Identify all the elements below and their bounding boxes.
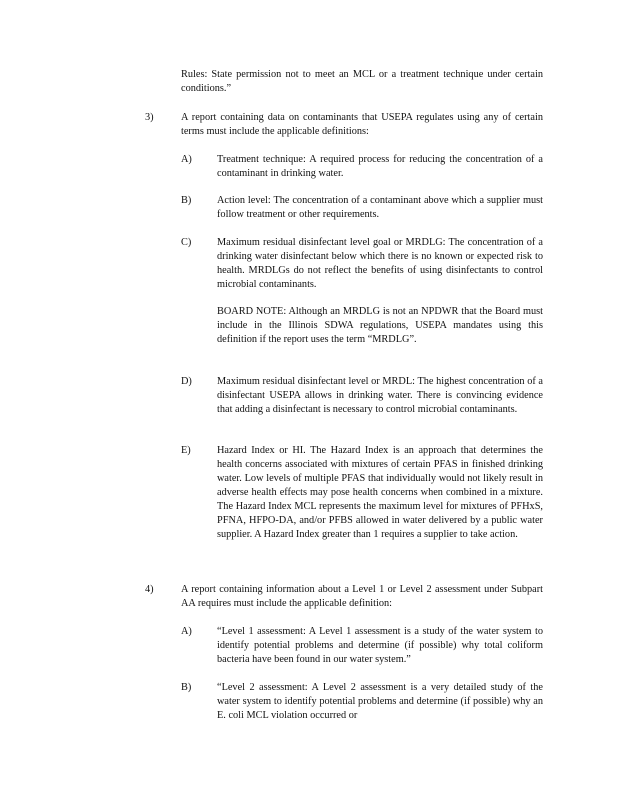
subitem-letter: B): [181, 195, 192, 206]
subitem-text: Maximum residual disinfectant level or MRDL: The highest concentration of a disinfectant USEPA allows in drinking water. There is convincing evidence that adding a disinfectant is necessary to control microbial contaminants.: [217, 376, 543, 415]
intro-paragraph: Rules: State permission not to meet an MCL or a treatment technique under certain conditions.”: [181, 69, 543, 94]
item-text: A report containing information about a Level 1 or Level 2 assessment under Subpart AA requires must include the applicable definition:: [181, 584, 543, 609]
subitem-text: “Level 1 assessment: A Level 1 assessment is a study of the water system to identify potential problems and determine (if possible) why total coliform bacteria have been found in our water system.”: [217, 626, 543, 665]
subitem-letter: E): [181, 445, 191, 456]
subitem-text: Maximum residual disinfectant level goal or MRDLG: The concentration of a drinking water disinfectant below which there is no known or expected risk to health. MRDLGs do not reflect the benefits of using disinfectants to control microbial contaminants.: [217, 237, 543, 290]
subitem-letter: D): [181, 376, 192, 387]
subitem-text: Hazard Index or HI. The Hazard Index is an approach that determines the health concerns associated with mixtures of certain PFAS in finished drinking water. Low levels of multiple PFAS that individually would not likely result in adverse health effects may pose health concerns when combined in a mixture. The Hazard Index MCL represents the maximum level for mixtures of PFHxS, PFNA, HFPO-DA, and/or PFBS allowed in water delivered by a public water supplier. A Hazard Index greater than 1 requires a supplier to take action.: [217, 445, 543, 540]
subitem-letter: A): [181, 626, 192, 637]
board-note: BOARD NOTE: Although an MRDLG is not an NPDWR that the Board must include in the Illinois SDWA regulations, USEPA mandates using this definition if the report uses the term “MRDLG”.: [217, 306, 543, 345]
item-number: 3): [145, 112, 154, 123]
subitem-text: “Level 2 assessment: A Level 2 assessment is a very detailed study of the water system to identify potential problems and determine (if possible) why an E. coli MCL violation occurred or: [217, 682, 543, 721]
item-number: 4): [145, 584, 154, 595]
subitem-text: Action level: The concentration of a contaminant above which a supplier must follow treatment or other requirements.: [217, 195, 543, 220]
subitem-letter: A): [181, 154, 192, 165]
subitem-text: Treatment technique: A required process for reducing the concentration of a contaminant in drinking water.: [217, 154, 543, 179]
subitem-letter: B): [181, 682, 192, 693]
subitem-letter: C): [181, 237, 192, 248]
item-text: A report containing data on contaminants that USEPA regulates using any of certain terms must include the applicable definitions:: [181, 112, 543, 137]
